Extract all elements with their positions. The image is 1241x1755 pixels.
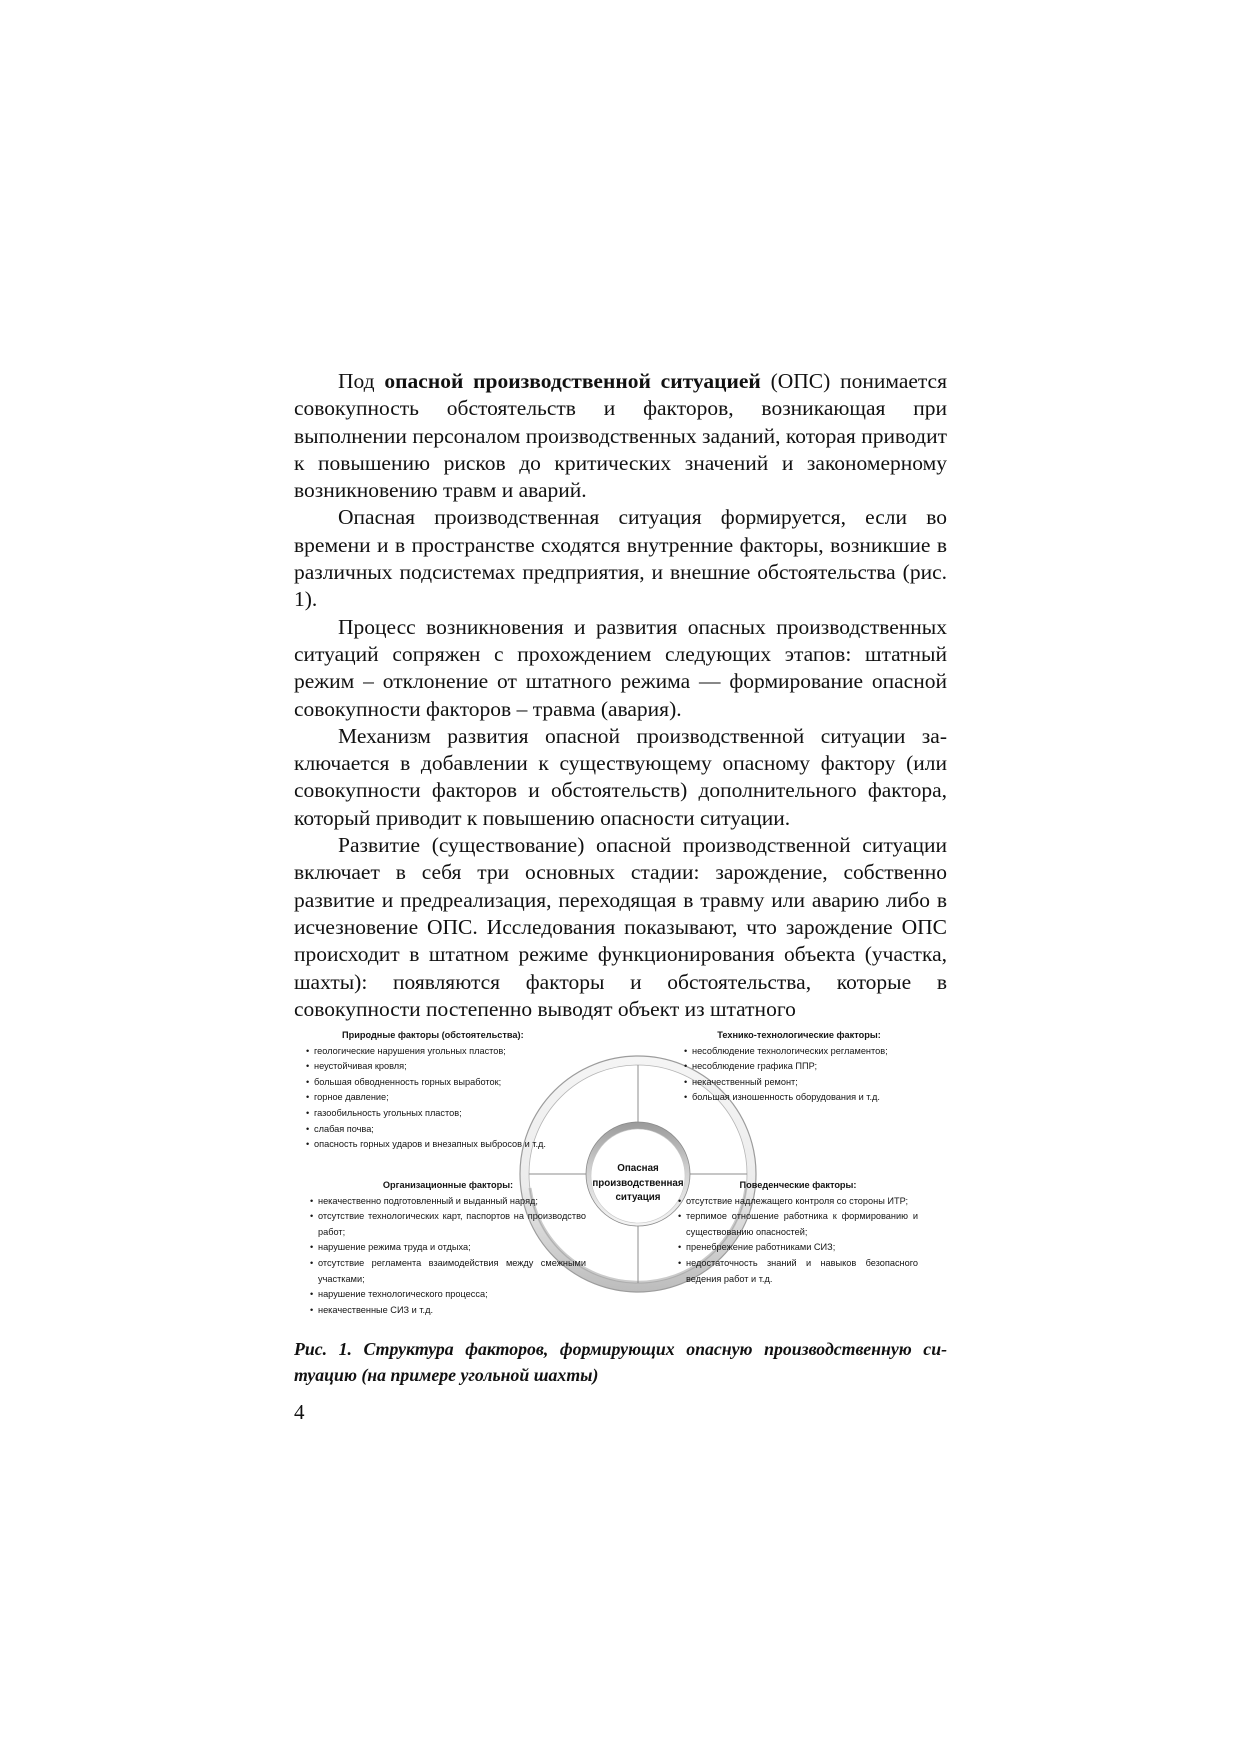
list-item: • некачественно подготовленный и выданный наряд; — [310, 1194, 586, 1210]
list-item: • отсутствие надлежащего контроля со стороны ИТР; — [678, 1194, 918, 1210]
paragraph-definition — [294, 368, 947, 504]
quadrant-organizational-factors — [310, 1178, 586, 1318]
paragraph-lead: Под — [338, 369, 385, 393]
list-item: • отсутствие регламента взаимодействия между смежными участками; — [310, 1256, 586, 1287]
quadrant-title: Поведенческие факторы: — [739, 1180, 857, 1190]
paragraph-rest: (ОПС) понимается совокупность обстоятельств и факторов, возникающая при выполнении персоналом производственных заданий, которая приводит к повышению рисков до критических значений и закономерному возникновению травм и аварий. — [294, 369, 947, 503]
paragraph-mechanism: Механизм развития опасной производственной ситуации заключается в добавлении к существующему опасному фактору (или совокупности факторов и обстоятельств) дополнительного фактора, который приводит к повышению опасности ситуации. — [294, 723, 947, 830]
list-item: • большая изношенность оборудования и т.д. — [684, 1090, 914, 1106]
list-item: • газообильность угольных пластов; — [306, 1106, 568, 1122]
factor-list — [306, 1044, 568, 1153]
paragraph-development: Развитие (существование) опасной производственной ситуации включает в себя три основных стадии: зарождение, собственно развитие и предреализация, переходящая в травму или аварию либо в исчезновение ОПС. Исследования показывают, что зарождение ОПС происходит в штатном режиме функционирования объекта (участка, шахты): появляются факторы и обстоятельства, которые в совокупности постепенно выводят объект из штатного — [294, 833, 947, 1021]
list-item: • недостаточность знаний и навыков безопасного ведения работ и т.д. — [678, 1256, 918, 1287]
quadrant-title: Технико-технологические факторы: — [717, 1030, 881, 1040]
list-item: • нарушение технологического процесса; — [310, 1287, 586, 1303]
paragraph-formation: Опасная производственная ситуация формируется, если во времени и в пространстве сходятся внутренние факторы, возникшие в различных подсистемах предприятия, и внешние обстоятельства (рис. 1). — [294, 505, 947, 612]
factor-list — [678, 1194, 918, 1288]
list-item: • большая обводненность горных выработок; — [306, 1075, 568, 1091]
list-item: • горное давление; — [306, 1090, 568, 1106]
list-item: • опасность горных ударов и внезапных выбросов и т.д. — [306, 1137, 568, 1153]
body-text — [294, 368, 947, 1023]
list-item: • некачественный ремонт; — [684, 1075, 914, 1091]
figure-caption: Рис. 1. Структура факторов, формирующих опасную производственную ситуацию (на примере угольной шахты) — [294, 1339, 947, 1385]
quadrant-natural-factors — [306, 1028, 568, 1153]
page-number: 4 — [294, 1400, 305, 1424]
list-item: • терпимое отношение работника к формированию и существованию опасностей; — [678, 1209, 918, 1240]
quadrant-title: Природные факторы (обстоятельства): — [342, 1030, 524, 1040]
quadrant-technical-factors — [684, 1028, 914, 1106]
list-item: • слабая почва; — [306, 1122, 568, 1138]
factor-list — [310, 1194, 586, 1319]
term-highlight: опасной производственной ситуацией — [384, 369, 761, 393]
list-item: • несоблюдение графика ППР; — [684, 1059, 914, 1075]
list-item: • некачественные СИЗ и т.д. — [310, 1303, 586, 1319]
list-item: • отсутствие технологических карт, паспортов на производство работ; — [310, 1209, 586, 1240]
paragraph-process: Процесс возникновения и развития опасных производственных ситуаций сопряжен с прохождением следующих этапов: штатный режим – отклонение от штатного режима — формирование опасной совокупности факторов – травма (авария). — [294, 614, 947, 721]
list-item: • неустойчивая кровля; — [306, 1059, 568, 1075]
quadrant-behavioral-factors — [678, 1178, 918, 1287]
list-item: • пренебрежение работниками СИЗ; — [678, 1240, 918, 1256]
list-item: • несоблюдение технологических регламентов; — [684, 1044, 914, 1060]
list-item: • нарушение режима труда и отдыха; — [310, 1240, 586, 1256]
center-label: Опасная производственная ситуация — [592, 1163, 684, 1203]
list-item: • геологические нарушения угольных пластов; — [306, 1044, 568, 1060]
factor-list — [684, 1044, 914, 1106]
quadrant-title: Организационные факторы: — [382, 1180, 514, 1190]
factors-diagram — [294, 1028, 954, 1328]
